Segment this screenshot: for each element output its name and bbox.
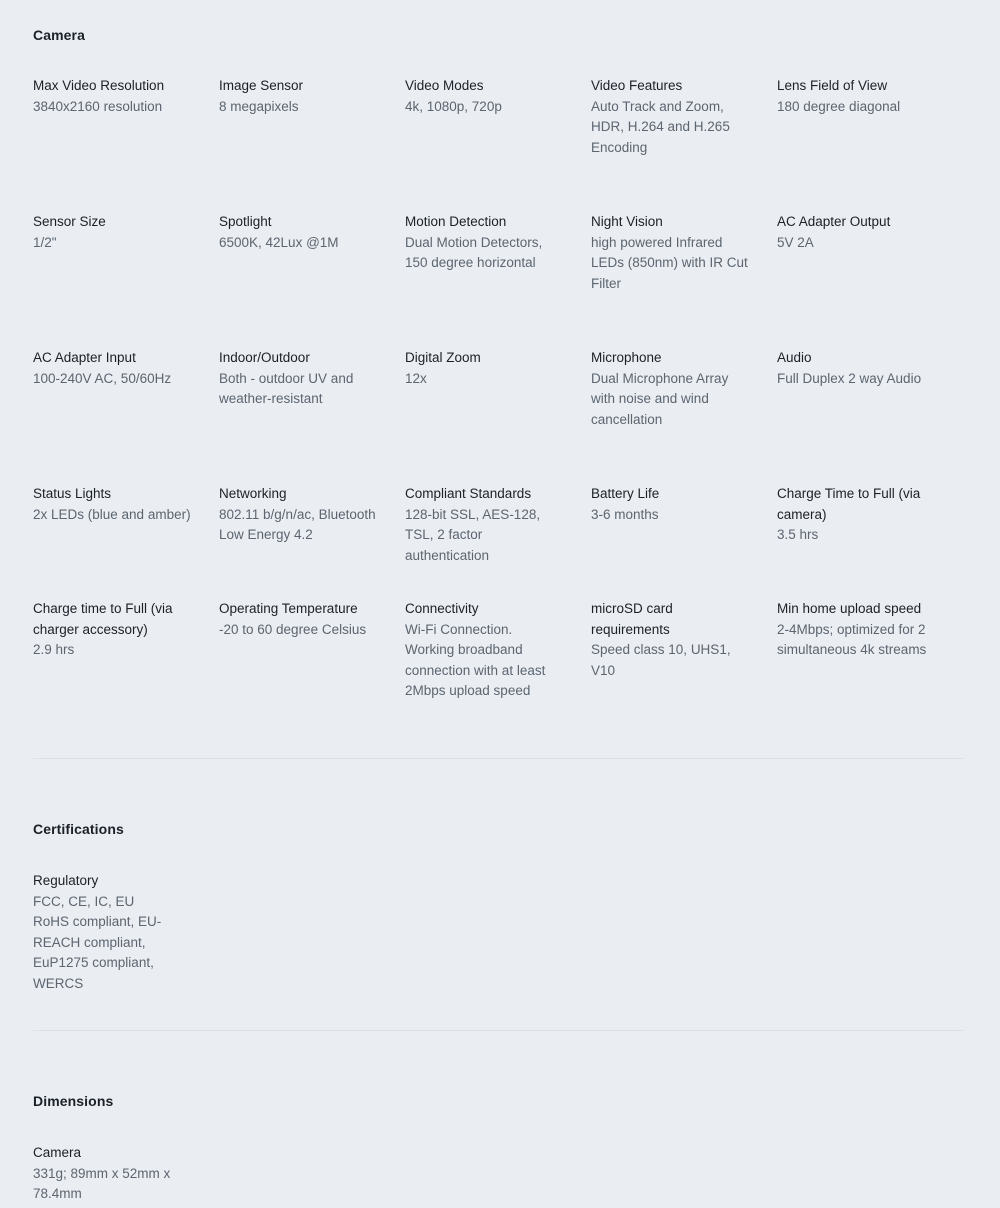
spec-label: Audio: [777, 350, 812, 365]
spec-audio: [777, 348, 945, 389]
spec-label: Digital Zoom: [405, 350, 481, 365]
spec-value: high powered Infrared LEDs (850nm) with IR Cut Filter: [591, 234, 748, 291]
spec-value: Auto Track and Zoom, HDR, H.264 and H.265 Encoding: [591, 98, 730, 155]
spec-label: Connectivity: [405, 601, 479, 616]
spec-regulatory: [33, 871, 173, 995]
spec-value: FCC, CE, IC, EU RoHS compliant, EU-REACH compliant, EuP1275 compliant, WERCS: [33, 893, 162, 991]
spec-label: Charge Time to Full (via camera): [777, 486, 921, 522]
spec-value: 4k, 1080p, 720p: [405, 98, 502, 114]
section-title-dimensions: Dimensions: [33, 1093, 114, 1109]
spec-value: Both - outdoor UV and weather-resistant: [219, 370, 354, 407]
spec-label: Indoor/Outdoor: [219, 350, 310, 365]
spec-label: Sensor Size: [33, 214, 106, 229]
spec-label: Battery Life: [591, 486, 660, 501]
spec-value: 8 megapixels: [219, 98, 299, 114]
spec-value: 2x LEDs (blue and amber): [33, 506, 191, 522]
spec-value: 12x: [405, 370, 427, 386]
spec-label: Video Modes: [405, 78, 484, 93]
spec-label: AC Adapter Input: [33, 350, 136, 365]
spec-label: Motion Detection: [405, 214, 507, 229]
spec-value: Dual Motion Detectors, 150 degree horizontal: [405, 234, 543, 271]
spec-value: 2-4Mbps; optimized for 2 simultaneous 4k streams: [777, 621, 927, 658]
spec-label: Status Lights: [33, 486, 112, 501]
section-divider: [33, 758, 963, 759]
spec-value: 3.5 hrs: [777, 527, 819, 543]
spec-value: 2.9 hrs: [33, 642, 75, 658]
spec-label: microSD card requirements: [591, 601, 673, 637]
spec-night-vision: [591, 212, 751, 294]
spec-sensor-size: [33, 212, 201, 253]
spec-networking: [219, 484, 387, 546]
spec-operating-temperature: [219, 599, 387, 640]
spec-value: 180 degree diagonal: [777, 98, 901, 114]
spec-value: 6500K, 42Lux @1M: [219, 234, 339, 250]
spec-connectivity: [405, 599, 565, 702]
spec-status-lights: [33, 484, 201, 525]
section-divider: [33, 1030, 963, 1031]
spec-ac-adapter-input: [33, 348, 201, 389]
spec-label: Regulatory: [33, 873, 99, 888]
spec-image-sensor: [219, 76, 387, 117]
spec-label: Night Vision: [591, 214, 663, 229]
spec-charge-time-camera: [777, 484, 927, 546]
spec-label: Microphone: [591, 350, 662, 365]
spec-label: Charge time to Full (via charger accessory): [33, 601, 173, 637]
spec-value: 802.11 b/g/n/ac, Bluetooth Low Energy 4.2: [219, 506, 376, 543]
spec-label: AC Adapter Output: [777, 214, 891, 229]
spec-label: Image Sensor: [219, 78, 304, 93]
spec-min-home-upload-speed: [777, 599, 932, 661]
spec-label: Spotlight: [219, 214, 272, 229]
spec-camera-dimensions: [33, 1143, 173, 1205]
spec-lens-field-of-view: [777, 76, 945, 117]
spec-label: Lens Field of View: [777, 78, 888, 93]
spec-value: Full Duplex 2 way Audio: [777, 370, 922, 386]
spec-label: Camera: [33, 1145, 82, 1160]
spec-video-features: [591, 76, 741, 158]
spec-value: 5V 2A: [777, 234, 814, 250]
spec-battery-life: [591, 484, 759, 525]
section-title-camera: Camera: [33, 27, 85, 43]
spec-label: Video Features: [591, 78, 683, 93]
spec-value: 331g; 89mm x 52mm x 78.4mm: [33, 1165, 171, 1202]
spec-label: Operating Temperature: [219, 601, 358, 616]
section-title-certifications: Certifications: [33, 821, 124, 837]
spec-spotlight: [219, 212, 387, 253]
spec-charge-time-charger: [33, 599, 178, 661]
spec-motion-detection: [405, 212, 555, 274]
spec-value: Wi-Fi Connection. Working broadband connection with at least 2Mbps upload speed: [405, 621, 546, 699]
spec-max-video-resolution: [33, 76, 201, 117]
spec-value: -20 to 60 degree Celsius: [219, 621, 367, 637]
spec-value: 1/2": [33, 234, 57, 250]
spec-value: Dual Microphone Array with noise and wind cancellation: [591, 370, 729, 427]
spec-video-modes: [405, 76, 573, 117]
spec-label: Max Video Resolution: [33, 78, 165, 93]
spec-label: Networking: [219, 486, 287, 501]
spec-value: 128-bit SSL, AES-128, TSL, 2 factor authentication: [405, 506, 541, 563]
spec-ac-adapter-output: [777, 212, 945, 253]
spec-digital-zoom: [405, 348, 573, 389]
spec-label: Min home upload speed: [777, 601, 922, 616]
spec-microphone: [591, 348, 741, 430]
spec-compliant-standards: [405, 484, 570, 566]
spec-value: Speed class 10, UHS1, V10: [591, 642, 731, 678]
spec-indoor-outdoor: [219, 348, 369, 410]
spec-label: Compliant Standards: [405, 486, 532, 501]
spec-microsd-requirements: [591, 599, 731, 681]
spec-value: 3-6 months: [591, 506, 659, 522]
spec-value: 100-240V AC, 50/60Hz: [33, 370, 172, 386]
spec-value: 3840x2160 resolution: [33, 98, 163, 114]
